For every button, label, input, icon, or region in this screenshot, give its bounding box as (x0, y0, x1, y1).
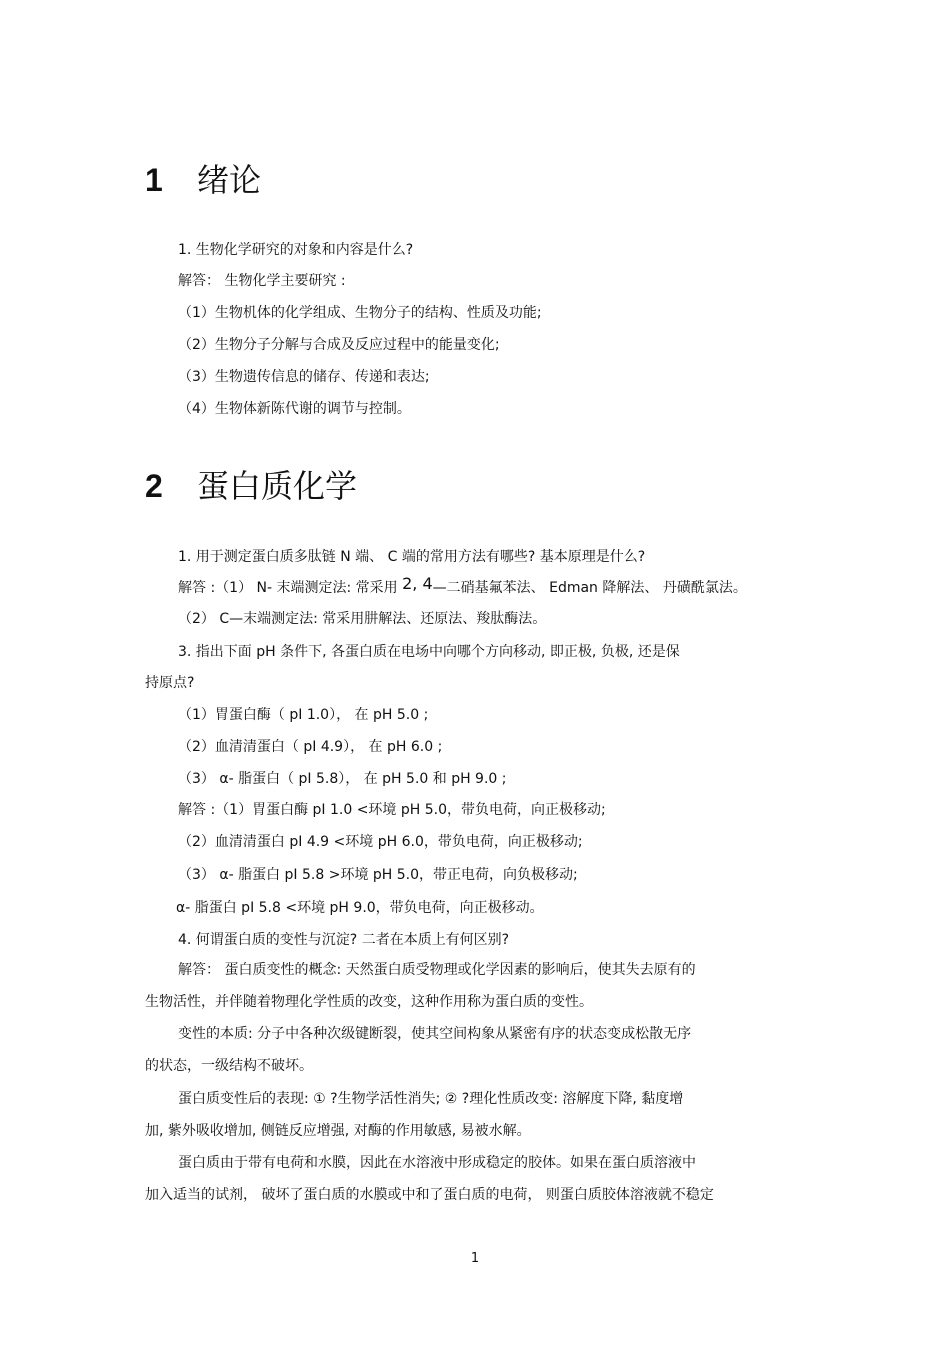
s2-a1-line1 (178, 574, 747, 598)
s2-a4-p2-line1: 变性的本质: 分子中各种次级键断裂，使其空间构象从紧密有序的状态变成松散无序 (178, 1026, 692, 1042)
s2-a4-p4-line2: 加入适当的试剂， 破坏了蛋白质的水膜或中和了蛋白质的电荷， 则蛋白质胶体溶液就不稳定 (145, 1187, 714, 1203)
s2-q3-item-3: （3） α- 脂蛋白（ pI 5.8）， 在 pH 5.0 和 pH 9.0 ; (178, 771, 507, 787)
section-1-title: 绪论 (197, 161, 262, 199)
section-1-number: 1 (145, 162, 163, 198)
s2-a1-suffix: —二硝基氟苯法、 Edman 降解法、 丹磺酰氯法。 (432, 580, 747, 596)
s1-answer-item-4: （4）生物体新陈代谢的调节与控制。 (178, 401, 411, 417)
s2-a4-p1-line1: 解答： 蛋白质变性的概念: 天然蛋白质受物理或化学因素的影响后，使其失去原有的 (178, 962, 696, 978)
section-2-title: 蛋白质化学 (197, 467, 358, 505)
s2-a4-p3-line1: 蛋白质变性后的表现: ① ?生物学活性消失; ② ?理化性质改变: 溶解度下降, 黏度增 (178, 1091, 684, 1107)
s2-a4-p3-line2: 加, 紫外吸收增加, 侧链反应增强, 对酶的作用敏感, 易被水解。 (145, 1123, 531, 1139)
s1-answer-intro: 解答： 生物化学主要研究 : (178, 273, 346, 289)
section-2-number: 2 (145, 468, 163, 504)
s1-answer-item-2: （2）生物分子分解与合成及反应过程中的能量变化; (178, 337, 500, 353)
s2-q3-item-1: （1）胃蛋白酶（ pI 1.0）， 在 pH 5.0 ; (178, 707, 429, 723)
s2-a3-line-2: （2）血清清蛋白 pI 4.9 <环境 pH 6.0，带负电荷，向正极移动; (178, 834, 583, 850)
s2-a1-prefix: 解答 :（1） N- 末端测定法: 常采用 (178, 580, 398, 596)
s1-answer-item-1: （1）生物机体的化学组成、生物分子的结构、性质及功能; (178, 305, 542, 321)
s2-a3-line-4: α- 脂蛋白 pI 5.8 <环境 pH 9.0，带负电荷，向正极移动。 (176, 900, 544, 916)
page-number: 1 (470, 1251, 480, 1266)
s2-a3-line-1: 解答 :（1）胃蛋白酶 pI 1.0 <环境 pH 5.0，带负电荷，向正极移动; (178, 802, 606, 818)
s2-a4-p4-line1: 蛋白质由于带有电荷和水膜，因此在水溶液中形成稳定的胶体。如果在蛋白质溶液中 (178, 1155, 696, 1171)
s2-a4-p1-line2: 生物活性，并伴随着物理化学性质的改变，这种作用称为蛋白质的变性。 (145, 994, 593, 1010)
s2-a1-number: 2, 4 (402, 574, 433, 593)
s1-answer-item-3: （3）生物遗传信息的储存、传递和表达; (178, 369, 430, 385)
s2-q3-line1: 3. 指出下面 pH 条件下, 各蛋白质在电场中向哪个方向移动, 即正极, 负极, 还是保 (178, 644, 680, 660)
s1-question: 1. 生物化学研究的对象和内容是什么? (178, 242, 414, 258)
s2-q3-line2: 持原点? (145, 675, 195, 691)
s2-q1: 1. 用于测定蛋白质多肽链 N 端、 C 端的常用方法有哪些? 基本原理是什么? (178, 549, 646, 565)
s2-a1-line2: （2） C—末端测定法: 常采用肼解法、还原法、羧肽酶法。 (178, 611, 547, 627)
section-2-heading (145, 468, 357, 504)
s2-a4-p2-line2: 的状态，一级结构不破坏。 (145, 1058, 313, 1074)
s2-q4: 4. 何谓蛋白质的变性与沉淀? 二者在本质上有何区别? (178, 932, 510, 948)
s2-q3-item-2: （2）血清清蛋白（ pI 4.9）， 在 pH 6.0 ; (178, 739, 443, 755)
s2-a3-line-3: （3） α- 脂蛋白 pI 5.8 >环境 pH 5.0，带正电荷，向负极移动; (178, 867, 578, 883)
section-1-heading (145, 162, 261, 198)
